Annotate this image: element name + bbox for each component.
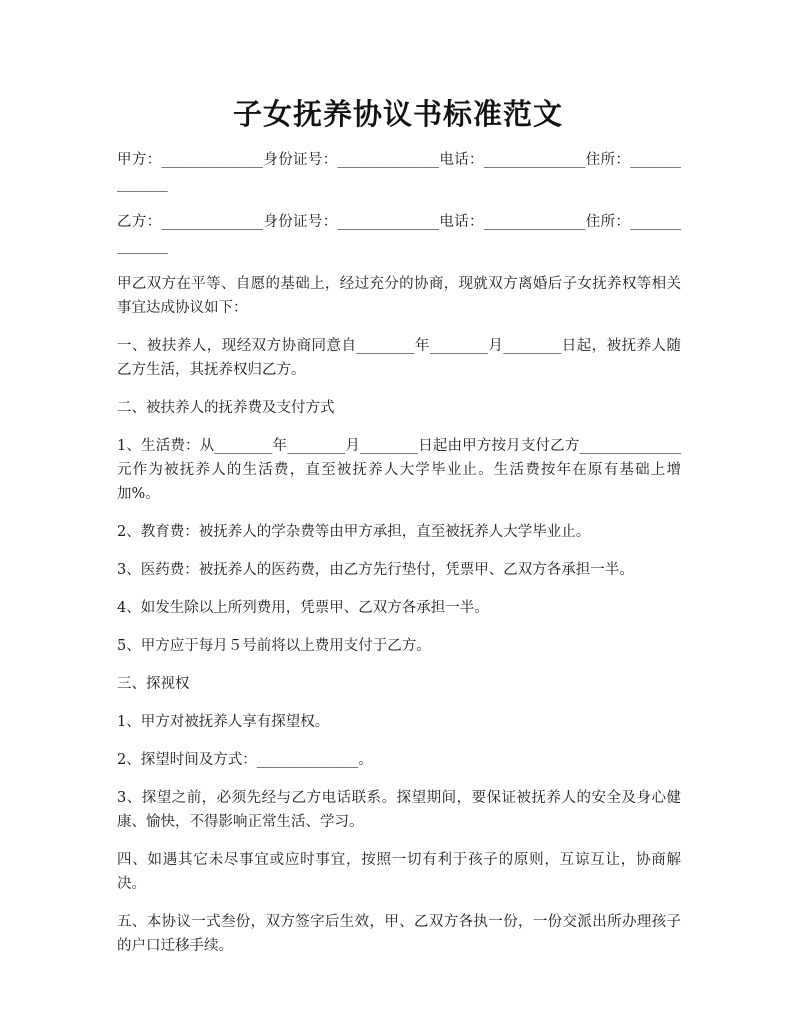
clause-2-item-3: 3、医药费：被抚养人的医药费，由乙方先行垫付，凭票甲、乙双方各承担一半。 [117, 562, 634, 578]
clause-3-heading: 三、探视权 [117, 676, 190, 692]
clause-2-item-1: 1、生活费：从________年________月________日起由甲方按月支付乙方______________元作为被抚养人的生活费，直至被抚养人大学毕业止。生活费按年在原有基础上增加%。 [117, 438, 681, 502]
clause-4: 四、如遇其它未尽事宜或应时事宜，按照一切有利于孩子的原则，互谅互让，协商解决。 [117, 852, 681, 892]
clause-3-item-2: 2、探望时间及方式：______________。 [117, 752, 373, 768]
clause-1-custody: 一、被扶养人，现经双方协商同意自________年________月________日起，被抚养人随乙方生活，其抚养权归乙方。 [117, 338, 681, 378]
agreement-preamble: 甲乙双方在平等、自愿的基础上，经过充分的协商，现就双方离婚后子女抚养权等相关事宜达成协议如下： [117, 276, 681, 316]
document-body [117, 148, 681, 972]
clause-2-item-4: 4、如发生除以上所列费用，凭票甲、乙双方各承担一半。 [117, 600, 489, 616]
party-a-info: 甲方：______________身份证号：______________电话：______________住所：______________ [117, 152, 681, 192]
party-b-info: 乙方：______________身份证号：______________电话：______________住所：______________ [117, 214, 681, 254]
clause-2-item-5: 5、甲方应于每月５号前将以上费用支付于乙方。 [117, 638, 431, 654]
clause-3-item-3: 3、探望之前，必须先经与乙方电话联系。探望期间，要保证被抚养人的安全及身心健康、愉快，不得影响正常生活、学习。 [117, 790, 681, 830]
clause-5: 五、本协议一式叁份，双方签字后生效，甲、乙双方各执一份，一份交派出所办理孩子的户口迁移手续。 [117, 914, 681, 954]
clause-2-heading: 二、被扶养人的抚养费及支付方式 [117, 400, 335, 416]
document-title: 子女抚养协议书标准范文 [232, 97, 563, 131]
clause-2-item-2: 2、教育费：被抚养人的学杂费等由甲方承担，直至被抚养人大学毕业止。 [117, 524, 591, 540]
clause-3-item-1: 1、甲方对被抚养人享有探望权。 [117, 714, 330, 730]
